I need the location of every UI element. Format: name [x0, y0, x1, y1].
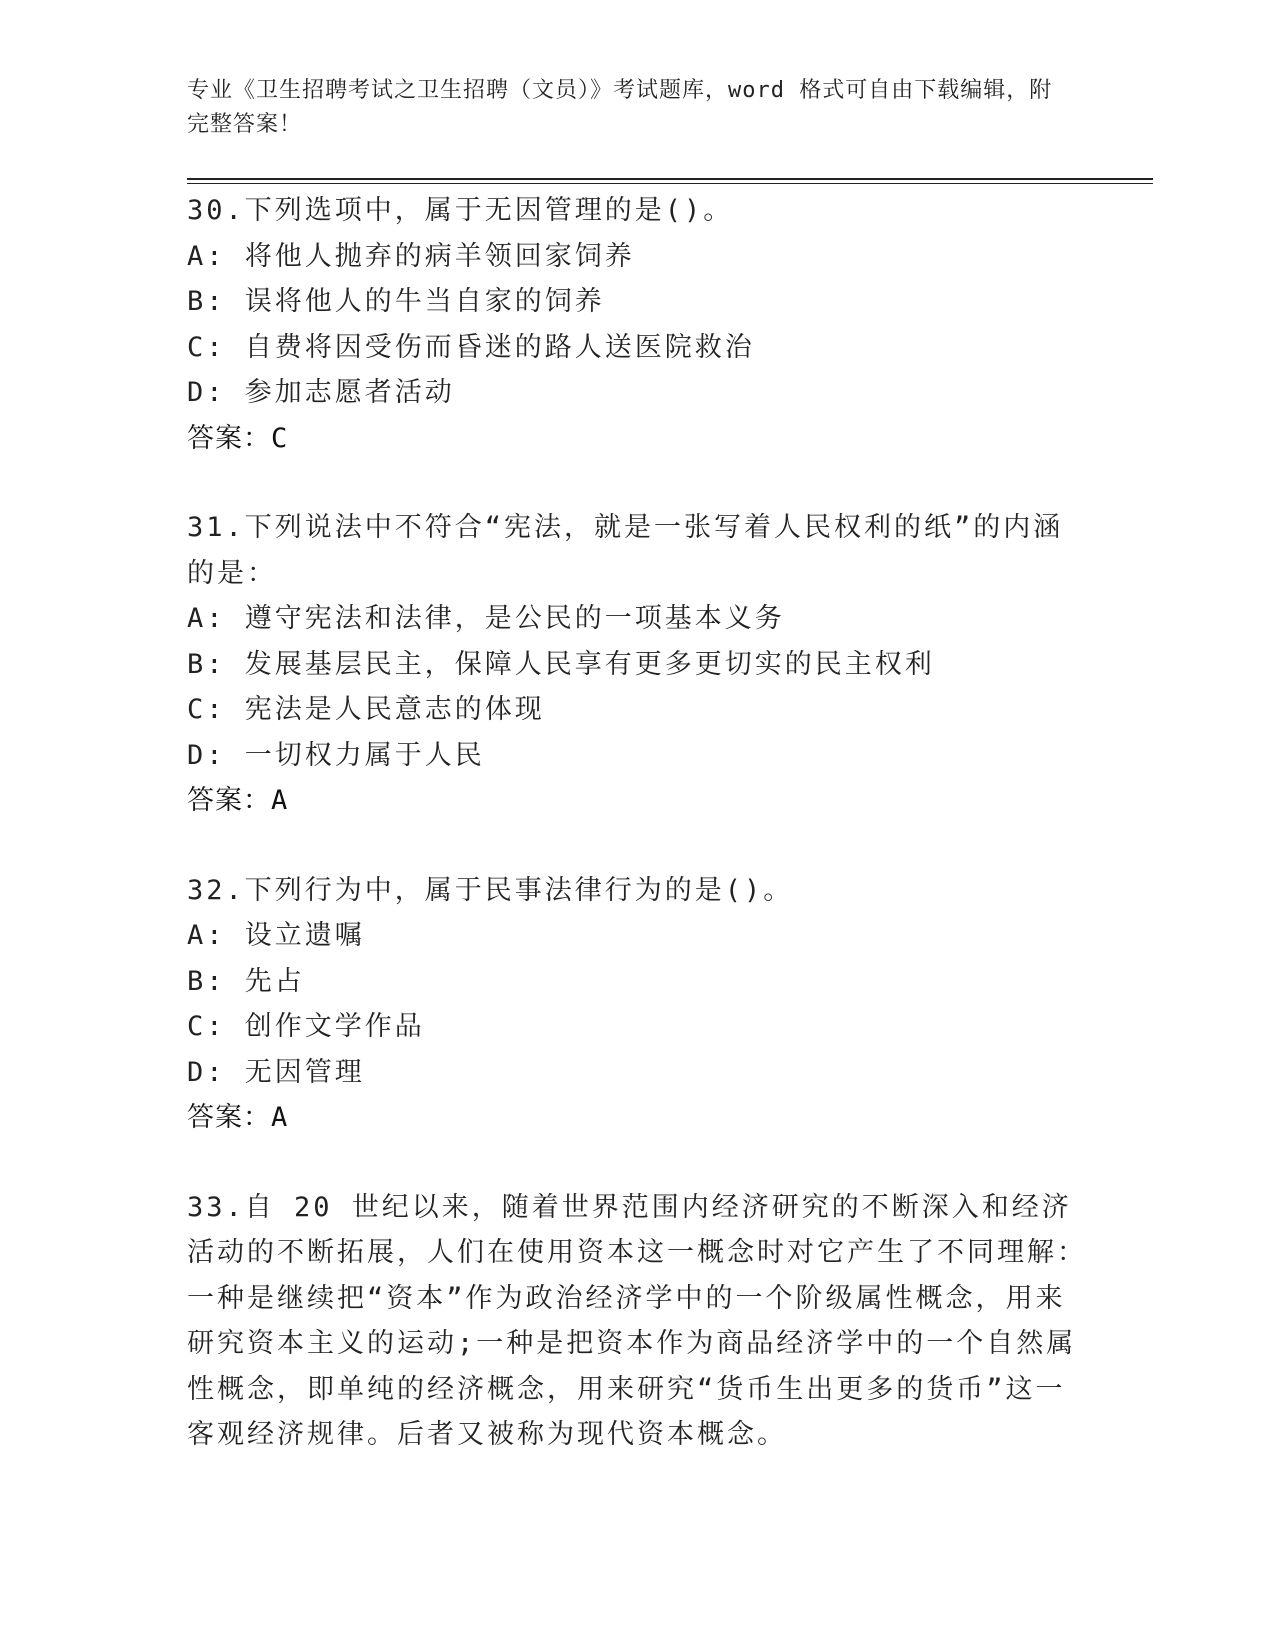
option-a: A: 遵守宪法和法律，是公民的一项基本义务 — [187, 603, 785, 634]
header-note: 专业《卫生招聘考试之卫生招聘（文员）》考试题库，word 格式可自由下载编辑，附完整答案！ — [187, 78, 1053, 137]
answer-value: A — [271, 785, 289, 816]
answer-line — [187, 778, 1087, 824]
option-c: C: 创作文学作品 — [187, 1011, 425, 1042]
question-30 — [187, 188, 1087, 461]
question-33 — [187, 1185, 1087, 1458]
option-d: D: 参加志愿者活动 — [187, 377, 455, 408]
question-spacer — [187, 824, 1087, 868]
option-d: D: 一切权力属于人民 — [187, 739, 485, 771]
answer-line — [187, 416, 1087, 462]
header-divider-thin — [187, 183, 1153, 184]
question-list — [187, 188, 1087, 1458]
option-b: B: 先占 — [187, 965, 305, 997]
option-b: B: 误将他人的牛当自家的饲养 — [187, 286, 605, 317]
option-b: B: 发展基层民主，保障人民享有更多更切实的民主权利 — [187, 648, 935, 680]
question-31 — [187, 505, 1087, 824]
question-stem: 32.下列行为中，属于民事法律行为的是()。 — [187, 874, 794, 906]
question-spacer — [187, 461, 1087, 505]
question-32 — [187, 868, 1087, 1141]
answer-value: A — [271, 1102, 289, 1133]
question-stem: 30.下列选项中，属于无因管理的是()。 — [187, 195, 734, 226]
header-divider — [187, 178, 1153, 180]
answer-label: 答案： — [187, 1102, 271, 1133]
question-stem: 33.自 20 世纪以来，随着世界范围内经济研究的不断深入和经济活动的不断拓展，人们在使用资本这一概念时对它产生了不同理解：一种是继续把“资本”作为政治经济学中的一个阶级属性概念，用来研究资本主义的运动;一种是把资本作为商品经济学中的一个自然属性概念，即单纯的经济概念，用来研究“货币生出更多的货币”这一客观经济规律。后者又被称为现代资本概念。 — [187, 1191, 1087, 1450]
option-a: A: 将他人抛弃的病羊领回家饲养 — [187, 240, 635, 272]
question-stem: 31.下列说法中不符合“宪法，就是一张写着人民权利的纸”的内涵的是： — [187, 512, 1064, 589]
answer-line — [187, 1095, 1087, 1141]
option-c: C: 自费将因受伤而昏迷的路人送医院救治 — [187, 331, 755, 363]
option-d: D: 无因管理 — [187, 1056, 365, 1088]
option-c: C: 宪法是人民意志的体现 — [187, 694, 545, 725]
option-a: A: 设立遗嘱 — [187, 920, 365, 951]
answer-label: 答案： — [187, 422, 271, 454]
question-spacer — [187, 1141, 1087, 1185]
answer-value: C — [271, 422, 289, 454]
answer-label: 答案： — [187, 785, 271, 816]
